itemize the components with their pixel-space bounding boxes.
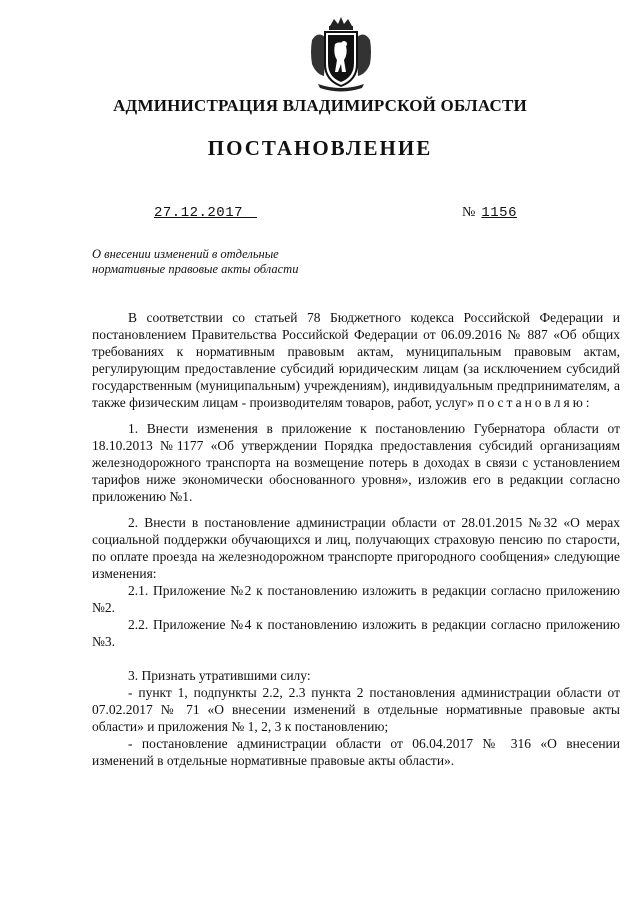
item-1-paragraph: 1. Внести изменения в приложение к постановлению Губернатора области от 18.10.2013 №1177 «Об утверждении Порядка предоставления субсидий организациям железнодорожного транспорта на возмещение потерь в доходах в связи с установлением тарифов ниже экономически обоснованного уровня», изложив его в редакции согласно приложению №1. bbox=[92, 421, 620, 504]
item-2-1-paragraph: 2.1. Приложение №2 к постановлению изложить в редакции согласно приложению №2. bbox=[92, 583, 620, 615]
document-date bbox=[154, 205, 257, 221]
document-type-title: ПОСТАНОВЛЕНИЕ bbox=[207, 136, 433, 160]
preamble-text: В соответствии со статьей 78 Бюджетного кодекса Российской Федерации и постановлением Правительства Российской Федерации от 06.09.2016 № 887 «Об общих требованиях к нормативным правовым актам, муниципальным правовым актам, регулирующим предоставление субсидий юридическим лицам (за исключением субсидий государственным (муниципальным) учреждениям), индивидуальным предпринимателям, а также физическим лицам - производителям товаров, работ, услуг» bbox=[92, 310, 620, 410]
document-date-value: 27.12.2017 bbox=[154, 205, 244, 221]
document-number bbox=[462, 205, 517, 221]
organization-title: АДМИНИСТРАЦИЯ ВЛАДИМИРСКОЙ ОБЛАСТИ bbox=[113, 96, 527, 115]
document-body bbox=[92, 309, 620, 769]
coat-of-arms-icon bbox=[308, 16, 374, 92]
document-number-value: 1156 bbox=[481, 205, 517, 221]
item-3-b-paragraph: - постановление администрации области от 06.04.2017 № 316 «О внесении изменений в отдельные нормативные правовые акты области». bbox=[92, 736, 620, 768]
subject-line-2: нормативные правовые акты области bbox=[92, 262, 299, 276]
item-2-paragraph: 2. Внести в постановление администрации области от 28.01.2015 №32 «О мерах социальной поддержки обучающихся и лиц, получающих страховую пенсию по старости, по оплате проезда на железнодорожном транспорте пригородного сообщения» следующие изменения: bbox=[92, 515, 620, 581]
item-3-paragraph: 3. Признать утратившими силу: bbox=[128, 668, 311, 683]
document-subject bbox=[92, 247, 352, 277]
resolves-text: постановляю: bbox=[477, 395, 593, 410]
subject-line-1: О внесении изменений в отдельные bbox=[92, 247, 279, 261]
preamble-paragraph bbox=[92, 309, 620, 411]
document-number-label: № bbox=[462, 205, 476, 220]
item-2-2-paragraph: 2.2. Приложение №4 к постановлению изложить в редакции согласно приложению №3. bbox=[92, 617, 620, 649]
item-3-a-paragraph: - пункт 1, подпункты 2.2, 2.3 пункта 2 постановления администрации области от 07.02.2017 № 71 «О внесении изменений в отдельные нормативные правовые акты области» и приложения № 1, 2, 3 к постановлению; bbox=[92, 685, 620, 734]
